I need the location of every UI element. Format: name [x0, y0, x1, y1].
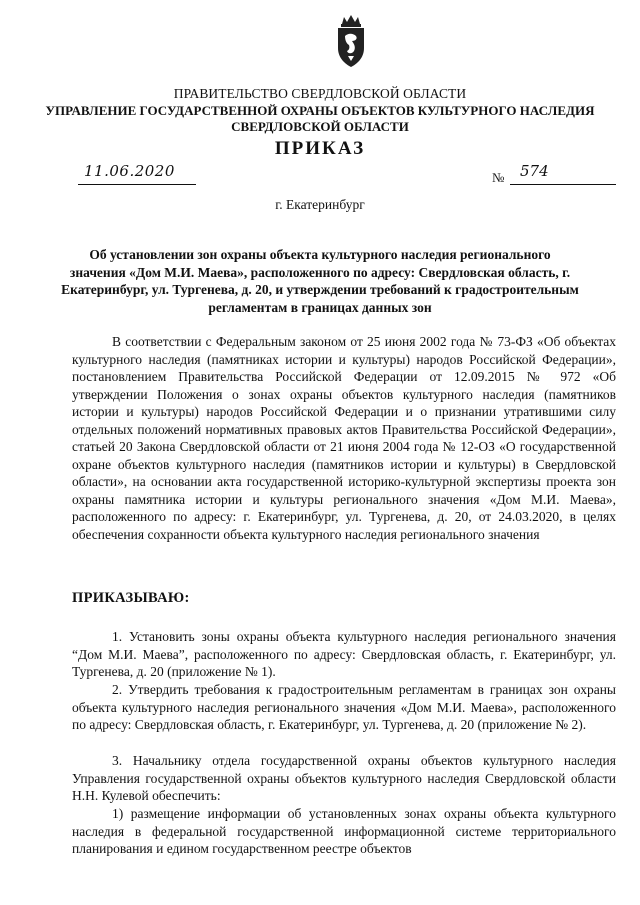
number-label: № [492, 170, 505, 185]
government-name: ПРАВИТЕЛЬСТВО СВЕРДЛОВСКОЙ ОБЛАСТИ [173, 86, 467, 101]
order-heading: ПРИКАЗЫВАЮ: [72, 590, 190, 606]
city: г. Екатеринбург [275, 197, 365, 212]
order-subject: Об установлении зон охраны объекта культурного наследия регионального значения «Дом М.И. Маева», расположенного по адресу: Свердловская область, г. Екатеринбург, ул. Тургенева, д. 20, и утверждении требований к градостроительным регламентам в границах данных зон [61, 247, 579, 315]
order-item: 3. Начальнику отдела государственной охраны объектов культурного наследия Управления государственной охраны объектов культурного наследия Свердловской области Н.Н. Кулевой обеспечить: [72, 753, 616, 803]
order-date: 11.06.2020 [84, 162, 175, 180]
coat-of-arms-icon [334, 14, 368, 70]
order-item: 1. Установить зоны охраны объекта культурного наследия регионального значения “Дом М.И. Маева”, расположенного по адресу: Свердловская область, г. Екатеринбург, ул. Тургенева, д. 20 (приложение № 1). [72, 629, 616, 679]
order-number: 574 [520, 162, 549, 180]
department-name: УПРАВЛЕНИЕ ГОСУДАРСТВЕННОЙ ОХРАНЫ ОБЪЕКТОВ КУЛЬТУРНОГО НАСЛЕДИЯ СВЕРДЛОВСКОЙ ОБЛАСТИ [45, 103, 595, 134]
document-type: ПРИКАЗ [274, 138, 366, 159]
order-item: 2. Утвердить требования к градостроительным регламентам в границах зон охраны объекта культурного наследия регионального значения «Дом М.И. Маева», расположенного по адресу: Свердловская область, г. Екатеринбург, ул. Тургенева, д. 20 (приложение № 2). [72, 682, 616, 732]
preamble-paragraph: В соответствии с Федеральным законом от 25 июня 2002 года № 73-ФЗ «Об объектах культурного наследия (памятниках истории и культуры) народов Российской Федерации», постановлением Правительства Российской Федерации от 12.09.2015 № 972 «Об утверждении Положения о зонах охраны объектов культурного наследия (памятников истории и культуры) народов Российской Федерации и о признании утратившими силу отдельных положений нормативных правовых актов Правительства Российской Федерации», статьей 20 Закона Свердловской области от 21 июня 2004 года № 12-ОЗ «О государственной охране объектов культурного наследия (памятников истории и культуры) в Свердловской области», на основании акта государственной историко-культурной экспертизы проекта зон охраны памятника истории и культуры регионального значения «Дом М.И. Маева», расположенного по адресу: г. Екатеринбург, ул. Тургенева, д. 20, от 24.03.2020, в целях обеспечения сохранности объекта культурного наследия регионального значения [72, 334, 616, 542]
order-item: 1) размещение информации об установленных зонах охраны объекта культурного наследия в федеральной государственной информационной системе территориального планирования и едином государственном реестре объектов [72, 806, 616, 856]
